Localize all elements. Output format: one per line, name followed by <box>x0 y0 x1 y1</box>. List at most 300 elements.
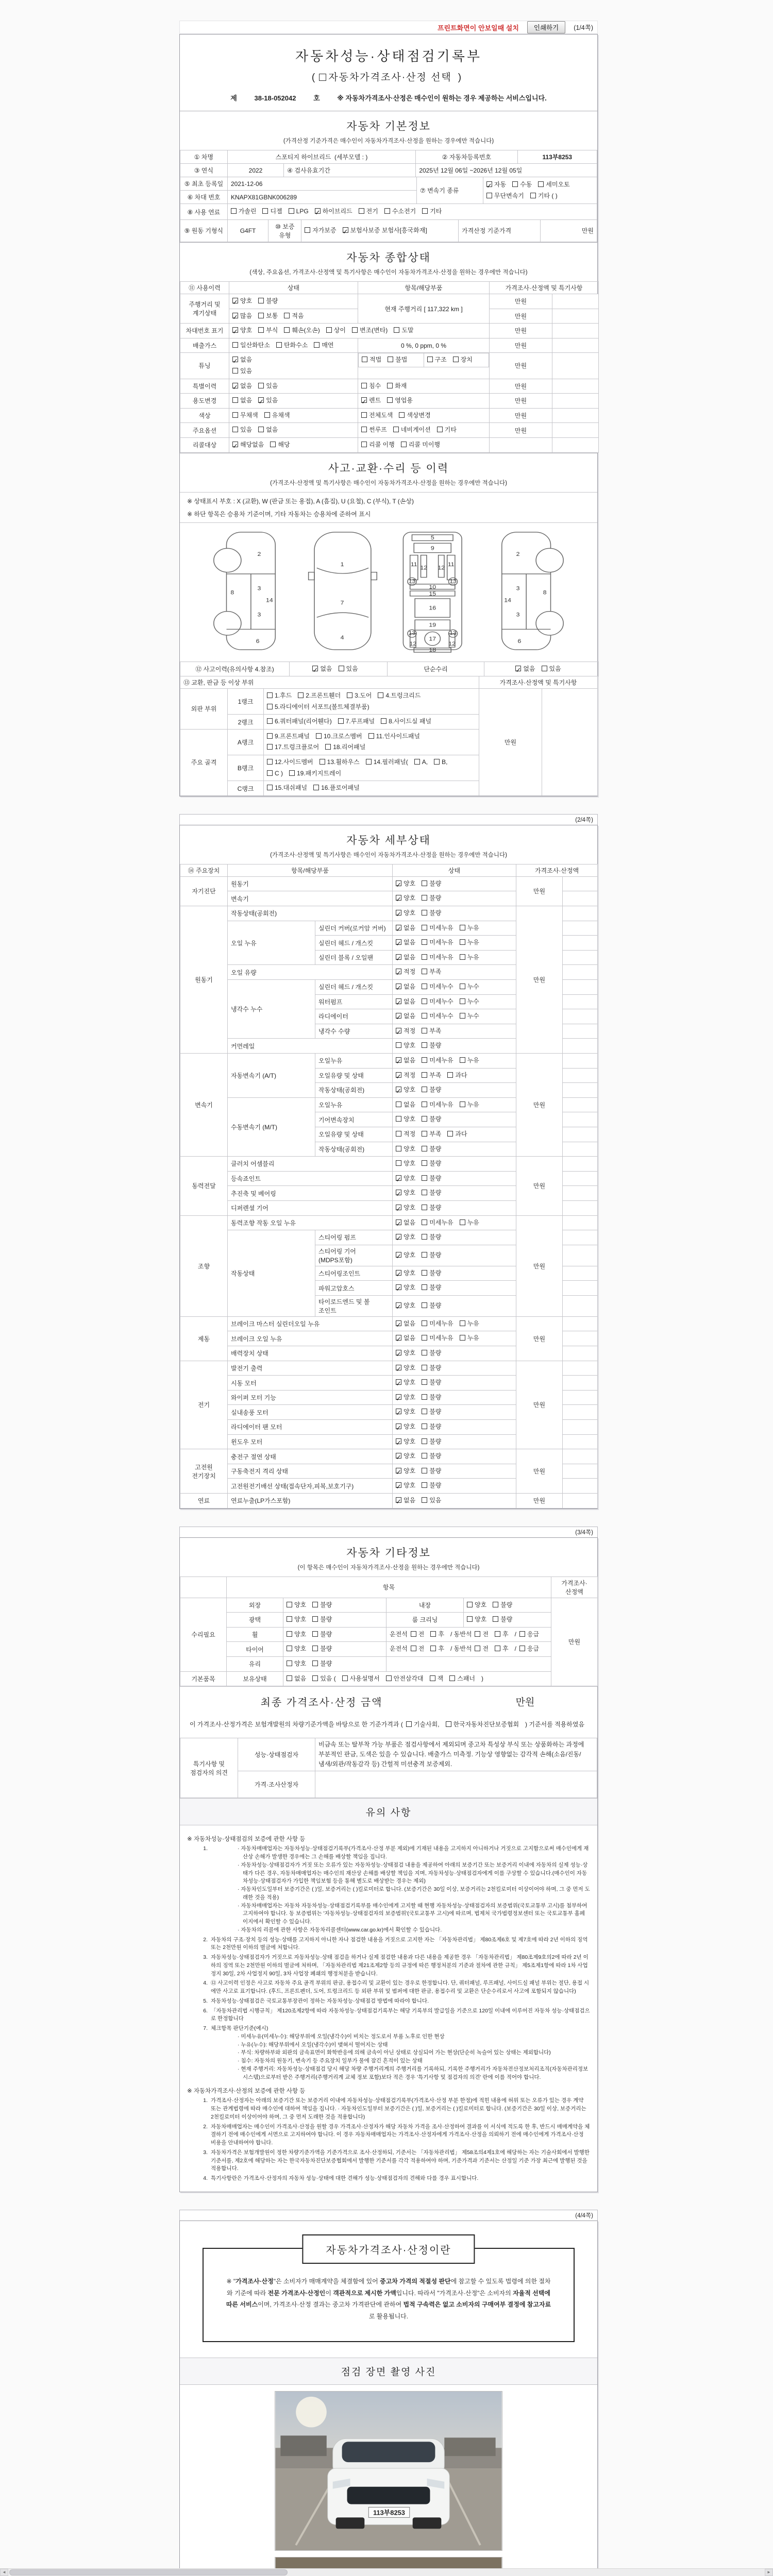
check-option: 불량 <box>312 1658 332 1670</box>
check-option: 기타 ( ) <box>530 191 558 202</box>
check-option: 부족 <box>422 1070 441 1081</box>
checkbox-icon <box>396 1409 401 1414</box>
check-option: 전 <box>411 1643 425 1655</box>
table-row <box>180 1577 598 1598</box>
item-label: 실린더 커버(로커암 커버) <box>315 921 393 936</box>
checkbox-icon <box>386 1675 392 1681</box>
checkbox-icon <box>422 1160 427 1166</box>
svg-text:4: 4 <box>340 635 344 641</box>
checkbox-icon <box>399 412 405 418</box>
accident-history-state <box>290 662 388 676</box>
checkbox-icon <box>384 208 390 214</box>
checkbox-icon <box>312 1631 318 1637</box>
options-label: 주요옵션 <box>180 423 229 438</box>
check-option: 자동차가격조사·산정 선택 <box>319 69 452 87</box>
checkbox-icon <box>267 733 273 739</box>
doc-note: ※ 자동차가격조사·산정은 매수인이 원하는 경우 제공하는 서비스입니다. <box>337 94 547 103</box>
wheel-state <box>283 1627 386 1642</box>
table-row <box>180 906 598 921</box>
warranty-options <box>301 220 459 242</box>
checkbox-icon <box>232 298 238 303</box>
svg-text:13: 13 <box>449 578 457 584</box>
svg-text:3: 3 <box>516 612 520 618</box>
checkbox-icon <box>264 412 270 418</box>
table-row <box>180 294 599 309</box>
checkbox-icon <box>434 759 440 765</box>
price-amount-cell <box>563 1186 598 1201</box>
checkbox-icon <box>312 1660 318 1666</box>
table-row <box>180 1053 598 1068</box>
item-label: 커먼레일 <box>228 1039 393 1054</box>
price-amount-cell <box>563 891 598 906</box>
checkbox-icon <box>422 1190 427 1195</box>
check-option: 미세누유 <box>422 937 453 948</box>
item-state <box>393 891 516 906</box>
check-option: 미세누유 <box>422 1318 453 1330</box>
price-amount-cell <box>563 965 598 980</box>
checkbox-icon <box>387 383 393 388</box>
checkbox-icon <box>396 954 401 960</box>
checkbox-icon <box>262 208 268 214</box>
basic-subtitle: (가격산정 기준가격은 매수인이 자동차가격조사·산정을 원하는 경우에만 적습니다) <box>283 138 494 145</box>
item-state <box>393 1230 516 1245</box>
label-reg-no: ② 자동차등록번호 <box>416 150 517 164</box>
price-appraisal-title: 자동차가격조사·산정이란 <box>302 2234 475 2264</box>
price-amount-cell <box>563 1405 598 1420</box>
check-option: 미세누유 <box>422 1099 453 1111</box>
item-state <box>393 1390 516 1405</box>
check-option: 양호 <box>467 1614 486 1625</box>
notice-item: 2. 자동차매매업자는 매수인이 가격조사·산정을 원할 경우 가격조사·산정자가 해당 자동차 가격을 조사·산정하여 결과를 이 서식에 적도록 한 후, 반드시 매매계약을 체결하기 전에 매수인에게 서면으로 고지하여야 합니다. 이 경우 자동차매매업자는 가격조사·산정자에게 가격조사·산정을 의뢰하기 전에 매수인에게 가격조사·산정 비용을 안내하여야 합니다. <box>203 2123 590 2146</box>
basic-items-label: 기본품목 <box>180 1671 227 1686</box>
checkbox-icon <box>258 327 264 333</box>
check-option: ✓ 없음 <box>396 1495 415 1506</box>
label-transmission: ⑦ 변속기 종류 <box>417 177 483 204</box>
svg-text:13: 13 <box>408 630 416 636</box>
checkbox-icon <box>396 880 401 886</box>
special-history-label: 특별이력 <box>180 379 229 394</box>
basic-row-3 <box>180 177 597 204</box>
doc-no-suffix: 호 <box>313 94 320 103</box>
price-amount-cell <box>563 1376 598 1391</box>
item-label: 실린더 헤드 / 개스킷 <box>315 980 393 995</box>
check-option: 불량 <box>312 1600 332 1611</box>
svg-text:3: 3 <box>257 612 261 618</box>
check-option: ✓ 렌트 <box>361 395 381 406</box>
price-amount-cell <box>563 1068 598 1083</box>
comp-h-price: 가격조사·산정액 및 특기사항 <box>490 281 599 294</box>
checkbox-icon <box>422 984 427 989</box>
text-fragment: 중고차 가격의 적절성 판단 <box>380 2277 451 2285</box>
basic-title: 자동차 기본정보 <box>346 121 431 133</box>
car-diagram-area <box>180 522 597 662</box>
item-label: 작동상태(공회전) <box>315 1142 393 1157</box>
checkbox-icon <box>232 357 238 362</box>
check-option: 7.루프패널 <box>338 716 375 727</box>
checkbox-icon <box>422 1013 427 1019</box>
check-option: ✓ 없음 <box>396 1217 415 1229</box>
check-option: 해당 <box>270 439 290 451</box>
page-marker-2: (2/4쪽) <box>179 814 598 825</box>
checkbox-icon <box>314 342 320 348</box>
checkbox-icon <box>396 1131 401 1137</box>
checkbox-icon <box>289 208 294 214</box>
check-option: 전기 <box>359 206 378 217</box>
check-option: 양호 <box>396 1158 415 1170</box>
checkbox-icon <box>422 880 427 886</box>
text-fragment: 가격조사·산정 <box>236 2277 274 2285</box>
recall-items <box>358 437 490 452</box>
device-group-label: 조향 <box>180 1215 228 1316</box>
checkbox-icon <box>396 1453 401 1459</box>
checkbox-icon <box>396 1252 401 1258</box>
check-option: 양호 <box>287 1629 306 1640</box>
checkbox-icon <box>312 1646 318 1651</box>
price-amount-cell <box>563 1171 598 1186</box>
notice-item: 3. 자동차성능·상태점검자가 거짓으로 자동차성능·상태 점검을 하거나 실제 점검한 내용과 다른 내용을 제공한 경우 「자동차관리법」 제80조제9호의2에 따라 2년 이하의 징역 또는 2천만원 이하의 벌금에 처하며, 「자동차관리법 제21조제2항 등의 규정에 따른 행정처분의 기준과 절차에 관한 규칙」 제5조제1항에 따라 1차 사업정지 30일, 2차 사업정지 90일, 3차 사업장 폐쇄의 행정처분을 받습니다. <box>203 1954 589 1977</box>
item-state <box>393 1245 516 1266</box>
page-marker-3: (3/4쪽) <box>179 1527 598 1537</box>
checkbox-icon <box>381 718 386 724</box>
table-row <box>180 1671 598 1686</box>
svg-text:18: 18 <box>429 647 436 653</box>
mileage-label: 주행거리 및 계기상태 <box>180 294 229 323</box>
checkbox-icon <box>396 1270 401 1276</box>
text-fragment: 이 <box>325 2289 333 2297</box>
section-comprehensive <box>180 242 597 453</box>
fuel-options <box>228 204 597 220</box>
checkbox-icon <box>387 397 393 403</box>
check-option: 양호 <box>287 1600 306 1611</box>
checkbox-icon <box>422 1302 427 1308</box>
price-unit: 만원 <box>516 906 563 1054</box>
item-state <box>393 1405 516 1420</box>
page-1 <box>179 34 598 796</box>
check-option: ✓ 양호 <box>396 1173 415 1184</box>
item-state <box>393 1171 516 1186</box>
opinion-table <box>180 1738 597 1799</box>
check-option: 세미오토 <box>538 179 569 191</box>
item-state <box>393 1053 516 1068</box>
checkbox-icon <box>232 383 238 388</box>
check-option: ✓ 양호 <box>396 1436 415 1448</box>
price-amount-cell <box>563 1112 598 1127</box>
scroll-left-arrow-icon[interactable]: ◄ <box>0 2569 8 2576</box>
checkbox-icon <box>422 895 427 901</box>
checkbox-icon <box>396 1335 401 1341</box>
price-amount-cell <box>563 1494 598 1509</box>
checkbox-icon <box>430 1675 435 1681</box>
value-first-reg: 2021-12-06 <box>228 177 417 191</box>
item-label: 구동축전지 격리 상태 <box>228 1464 393 1479</box>
checkbox-icon <box>232 397 238 403</box>
check-option: ✓ 하이브리드 <box>315 206 352 217</box>
checkbox-icon <box>396 1438 401 1444</box>
checkbox-icon <box>320 759 325 765</box>
check-option: 영업용 <box>387 395 413 406</box>
notice-item: 1. · 자동차매매업자는 자동차성능·상태점검기록부(가격조사·산정 부분 제외)에 기재된 내용을 고지하지 아니하거나 거짓으로 고지함으로써 매수인에게 재산상 손해가 발생한 경우에는 그 손해를 배상할 책임을 집니다. · 자동차성능·상태점검자가 거짓 또는 오류가 있는 자동차성능·상태점검 내용을 제공하여 아래의 보증기간 또는 보증거리 이내에 자동차의 실제 성능·상태가 다른 경우, 자동차매매업자는 매수인의 재산상 손해를 배상할 책임을 지며, 자동차성능·상태점검자에게 이를 구상할 수 있습니다.(매수인이 자동차성능·상태점검자가 가입한 책임보험 등을 통해 별도로 배상받는 경우는 제외) · 자동차인도일부터 보증기간은 ( )일, 보증거리는 ( )킬로미터로 합니다. (보증기간은 30일 이상, 보증거리는 2천킬로미터 이상이어야 하며, 그 중 먼저 도래한 것을 적용) · 자동차매매업자는 자동차 자동차성능·상태점검기록부를 매수인에게 고지할 때 현행 자동차성능·상태점검자의 보증범위(국토교통부 고시)를 첨부하여 고지하여야 합니다. 동 보증범위는 '자동차성능·상태점검자의 보증범위'(국토교통부 고시)에 따르며, 법제처 국가법령정보센터 또는 국토교통부 홈페이지에서 확인할 수 있습니다. · 자동차의 리콜에 관한 사항은 자동차리콜센터(www.car.go.kr)에서 확인할 수 있습니다. <box>203 1845 590 1933</box>
check-option: 변조(변타) <box>352 325 388 336</box>
item-state <box>393 1331 516 1346</box>
label-year: ③ 연식 <box>180 164 228 177</box>
checkbox-icon <box>361 442 367 447</box>
options-items <box>358 423 490 438</box>
price-unit: 만원 <box>490 353 552 379</box>
price-amount-cell <box>563 906 598 921</box>
item-label: 스티어링 기어(MDPS포함) <box>315 1245 393 1266</box>
item-state <box>393 1112 516 1127</box>
check-option: ✓ 적정 <box>396 1070 415 1081</box>
check-option: ✓ 양호 <box>396 1421 415 1433</box>
checkbox-icon <box>396 1497 401 1503</box>
checkbox-icon <box>287 1631 292 1637</box>
check-option: 11.인사이드패널 <box>368 731 420 742</box>
scroll-right-arrow-icon[interactable]: ► <box>765 2569 773 2576</box>
check-option: ✓ 없음 <box>396 1333 415 1344</box>
text: 운전석 <box>390 1630 408 1638</box>
checkbox-icon <box>422 1270 427 1276</box>
svg-text:7: 7 <box>340 600 344 606</box>
check-option: 미세누유 <box>422 1333 453 1344</box>
checkbox-icon <box>396 1101 401 1107</box>
price-unit: 만원 <box>479 689 542 796</box>
price-unit: 만원 <box>490 423 552 438</box>
checkbox-icon <box>422 1116 427 1122</box>
print-button[interactable]: 인쇄하기 <box>527 21 565 33</box>
checkbox-icon <box>287 1602 292 1607</box>
comp-subtitle: (색상, 주요옵션, 가격조사·산정액 및 특기사항은 매수인이 자동차가격조사·산정을 원하는 경우에만 적습니다) <box>249 269 528 276</box>
checkbox-icon <box>326 327 332 333</box>
checkbox-icon <box>267 718 273 724</box>
item-state <box>393 1494 516 1509</box>
table-row <box>180 689 598 715</box>
scrollbar-thumb[interactable] <box>9 2569 288 2575</box>
price-unit: 만원 <box>516 1316 563 1361</box>
check-option: ✓ 없음 <box>396 1011 415 1022</box>
device-group-label: 원동기 <box>180 906 228 1054</box>
basic-row-5 <box>180 220 597 242</box>
etc-subtitle: (이 항목은 매수인이 자동차가격조사·산정을 원하는 경우에만 적습니다) <box>297 1564 480 1571</box>
checkbox-icon <box>396 984 401 989</box>
tuning-legal <box>359 353 424 367</box>
checkbox-icon <box>396 1087 401 1092</box>
checkbox-icon <box>258 383 264 388</box>
checkbox-icon <box>460 1101 465 1107</box>
checkbox-icon <box>396 1302 401 1308</box>
check-option: 불량 <box>422 1250 441 1261</box>
panel-rank-table <box>180 676 598 796</box>
check-option: 장치 <box>453 354 473 366</box>
item-label: 작동상태(공회전) <box>315 1083 393 1098</box>
table-row <box>180 423 599 438</box>
checkbox-icon <box>339 666 344 671</box>
checkbox-icon <box>422 1042 427 1048</box>
checkbox-icon <box>422 1365 427 1370</box>
price-amount-cell <box>563 1331 598 1346</box>
table-row <box>180 1449 598 1464</box>
item-state <box>393 950 516 965</box>
checkbox-icon <box>305 227 310 233</box>
price-unit: 만원 <box>490 294 552 309</box>
check-option: 6.쿼터패널(리어휀다) <box>267 716 332 727</box>
mileage-state-1 <box>229 294 358 309</box>
item-label: 작동상태(공회전) <box>228 906 393 921</box>
check-option: ✓많음 <box>232 311 252 322</box>
item-state <box>393 1346 516 1361</box>
text-fragment: ※ " <box>226 2277 236 2285</box>
color-state <box>229 408 358 423</box>
table-row <box>180 662 599 676</box>
checkbox-icon <box>422 1453 427 1459</box>
table-row <box>180 1598 598 1613</box>
checkbox-icon <box>519 1646 525 1651</box>
text-fragment: 로 활용됩니다. <box>368 2313 409 2320</box>
table-row <box>180 353 599 379</box>
svg-text:16: 16 <box>429 605 436 611</box>
checkbox-icon <box>396 1190 401 1195</box>
check-option: 불량 <box>422 1466 441 1477</box>
check-option: 있음 <box>542 664 561 675</box>
checkbox-icon <box>396 1028 401 1033</box>
price-amount-cell <box>563 1295 598 1316</box>
check-option: 사용설명서 <box>342 1673 380 1685</box>
price-amount-cell <box>563 876 598 891</box>
table-row <box>180 1613 598 1628</box>
price-amount-cell <box>563 1420 598 1435</box>
check-option: 없음 <box>232 395 252 406</box>
item-state <box>393 1068 516 1083</box>
svg-text:6: 6 <box>256 638 260 645</box>
rank-2-items <box>264 715 479 730</box>
check-option: 적법 <box>362 354 381 366</box>
item-state <box>393 1479 516 1494</box>
polish-label: 광택 <box>227 1613 283 1628</box>
check-option: 없음 <box>287 1673 306 1685</box>
options-state <box>229 423 358 438</box>
notice-item: 4. 특기사항란은 가격조사·산정자의 자동차 성능·상태에 대한 견해가 성능·상태점검자의 견해와 다를 경우 표시합니다. <box>203 2175 479 2182</box>
wheel-positions <box>386 1627 551 1642</box>
checkbox-icon <box>495 1646 500 1651</box>
price-amount-cell <box>563 1039 598 1054</box>
check-option: 불량 <box>312 1629 332 1640</box>
svg-text:15: 15 <box>429 591 436 597</box>
check-option: ✓ 해당없음 <box>232 439 264 451</box>
accident-title: 사고·교환·수리 등 이력 <box>328 462 449 474</box>
rank-1-items <box>264 689 479 715</box>
license-plate-front: 113부8253 <box>373 2509 406 2517</box>
horizontal-scrollbar[interactable] <box>0 2568 773 2576</box>
price-amount-cell <box>563 1200 598 1215</box>
checkbox-icon <box>542 666 547 671</box>
checkbox-icon <box>422 1482 427 1488</box>
special-history-items <box>358 379 490 394</box>
tuning-kind <box>424 353 489 367</box>
price-amount-cell <box>563 1230 598 1245</box>
checkbox-icon <box>267 785 273 790</box>
doc-no-prefix: 제 <box>230 94 237 103</box>
checkbox-icon <box>319 74 326 81</box>
check-option: 디젤 <box>262 206 282 217</box>
table-row <box>180 437 599 452</box>
exterior-state <box>283 1598 386 1613</box>
checkbox-icon <box>447 1072 453 1078</box>
price-amount-cell <box>563 1127 598 1142</box>
check-option: 잭 <box>430 1673 444 1685</box>
accident-history-label: ⑫ 사고이력(유의사항 4.참조) <box>180 662 290 676</box>
checkbox-icon <box>267 759 273 765</box>
emission-values: 0 %, 0 ppm, 0 % <box>358 338 490 353</box>
check-option: 훼손(오손) <box>284 325 320 336</box>
check-option: 후 <box>495 1629 509 1640</box>
checkbox-icon <box>284 327 290 333</box>
svg-text:12: 12 <box>409 640 417 647</box>
text: 운전석 <box>390 1645 408 1653</box>
price-appraisal-text <box>224 2276 553 2323</box>
checkbox-icon <box>361 412 367 418</box>
check-option: B, <box>434 757 447 768</box>
check-option: 부족 <box>422 1129 441 1140</box>
item-state <box>393 1039 516 1054</box>
price-amount-cell <box>563 1361 598 1376</box>
text-fragment: 전문 가격조사·산정인 <box>267 2289 326 2297</box>
check-option: 응급 <box>519 1643 539 1655</box>
checkbox-icon <box>406 1721 412 1727</box>
item-label: 오일유량 및 상태 <box>315 1127 393 1142</box>
checkbox-icon <box>422 969 427 974</box>
device-group-label: 고전원 전기장치 <box>180 1449 228 1494</box>
price-amount-cell <box>563 1024 598 1039</box>
checkbox-icon <box>396 1205 401 1210</box>
check-option: 불량 <box>422 1392 441 1403</box>
simple-repair-label: 단순수리 <box>388 662 484 676</box>
check-option: ✓양호 <box>396 1250 415 1261</box>
checkbox-icon <box>460 925 465 930</box>
checkbox-icon <box>475 1631 480 1637</box>
check-option: 리콜 미이행 <box>401 439 440 451</box>
checkbox-icon <box>393 427 399 432</box>
check-option: 미세누유 <box>422 1217 453 1229</box>
checkbox-icon <box>232 368 238 374</box>
item-label: 발전기 출력 <box>228 1361 393 1376</box>
vin-mark-state <box>229 324 490 338</box>
checkbox-icon <box>475 1646 480 1651</box>
car-name: 스포티지 하이브리드 <box>275 154 331 161</box>
item-label: 오일누유 <box>315 1097 393 1112</box>
table-row <box>180 1627 598 1642</box>
label-fuel: ⑧ 사용 연료 <box>180 204 228 220</box>
text-fragment: 에 참고할 수 있도록 법령에 의한 절차와 기준에 따라 <box>227 2277 551 2297</box>
text-fragment: 자율적 선택에 따른 서비스 <box>226 2289 550 2309</box>
panel-price-header: 가격조사·산정액 및 특기사항 <box>479 676 598 689</box>
item-state <box>393 1215 516 1230</box>
text: / <box>514 1645 516 1653</box>
checkbox-icon <box>396 1468 401 1473</box>
check-option: 응급 <box>519 1629 539 1640</box>
checkbox-icon <box>287 1646 292 1651</box>
checkbox-icon <box>530 193 536 198</box>
price-amount-cell <box>563 1346 598 1361</box>
check-option: 미세누수 <box>422 981 453 993</box>
text: ( <box>311 72 316 83</box>
checkbox-icon <box>325 744 331 750</box>
checkbox-icon <box>422 1468 427 1473</box>
item-label: 실린더 블록 / 오일팬 <box>315 950 393 965</box>
item-label: 와이퍼 모터 기능 <box>228 1390 393 1405</box>
check-option: ✓ 양호 <box>396 1202 415 1214</box>
price-unit: 만원 <box>490 394 552 409</box>
check-option: ✓ 없음 <box>396 923 415 934</box>
checkbox-icon <box>231 208 237 214</box>
